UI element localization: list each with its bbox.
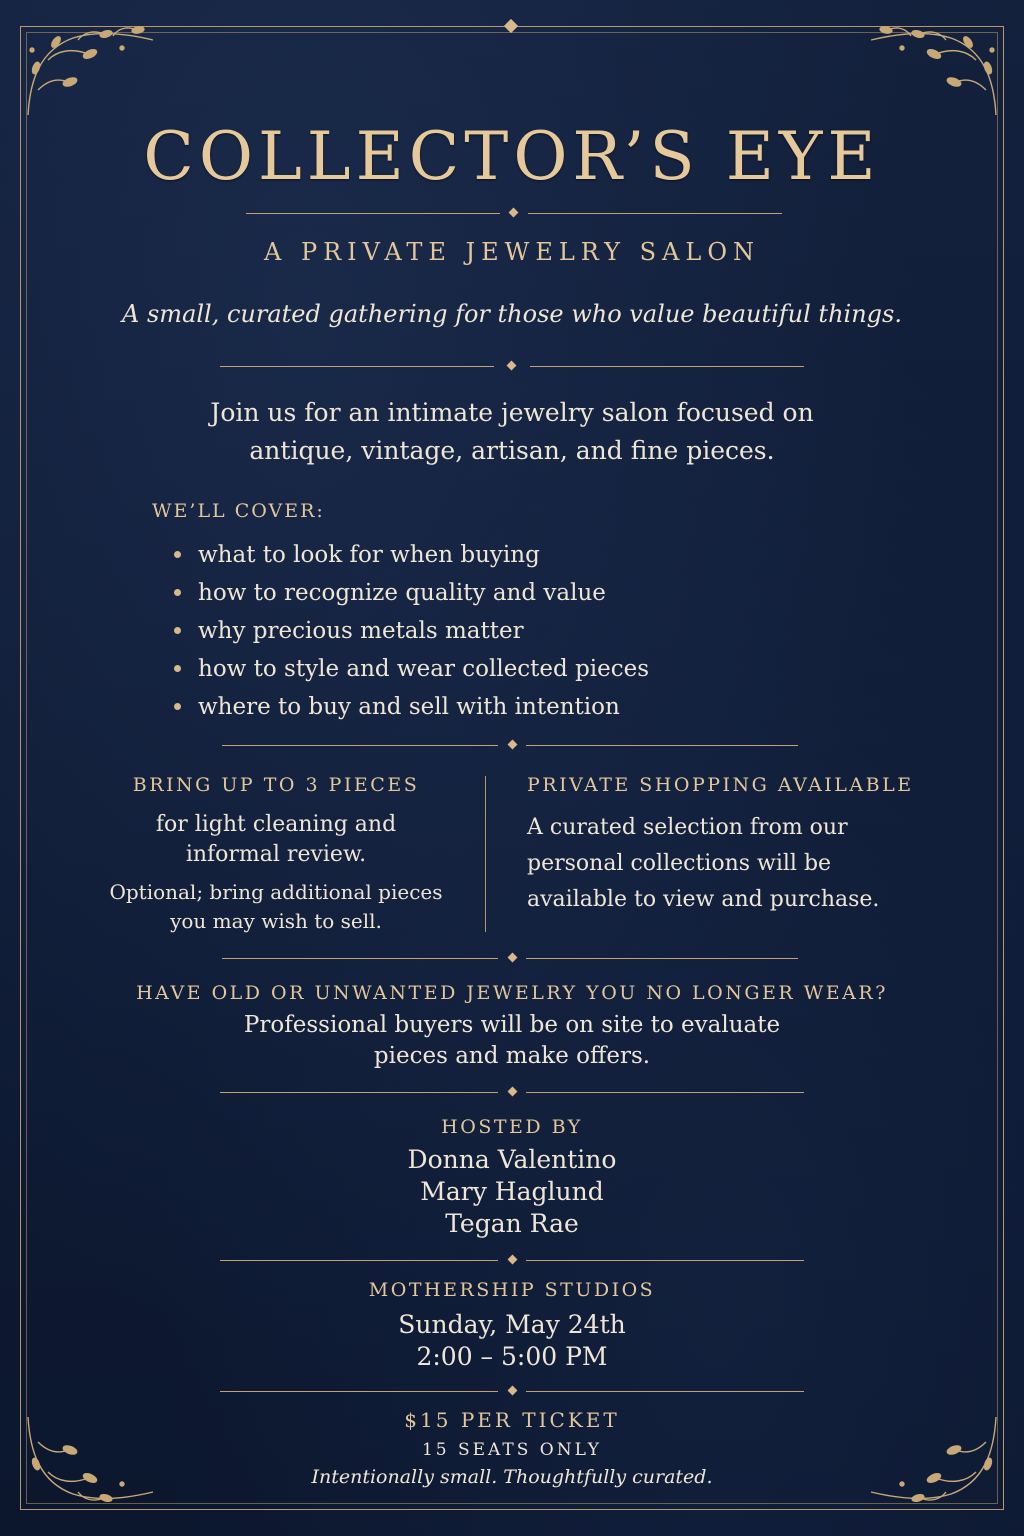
buyers-line: pieces and make offers. [373, 1043, 651, 1069]
host-name: Tegan Rae [445, 1209, 579, 1238]
section-divider [220, 1256, 804, 1266]
bullet-dot-icon [174, 551, 181, 558]
section-divider [220, 362, 804, 372]
floral-corner-icon [866, 20, 1006, 120]
bring-pieces-section [80, 774, 472, 936]
venue-name: MOTHERSHIP STUDIOS [368, 1279, 656, 1301]
bring-heading: BRING UP TO 3 PIECES [132, 774, 420, 796]
intro-line: Join us for an intimate jewelry salon focused on [210, 398, 814, 427]
hosts-section [0, 1116, 1024, 1240]
host-name: Mary Haglund [420, 1177, 604, 1206]
list-item: where to buy and sell with intention [172, 688, 649, 726]
seat-count: 15 SEATS ONLY [421, 1440, 603, 1460]
bring-line: for light cleaning and [155, 812, 397, 837]
bullet-dot-icon [174, 589, 181, 596]
column-divider [485, 776, 486, 932]
cover-heading: WE’LL COVER: [152, 500, 325, 522]
diamond-icon [509, 208, 519, 218]
floral-corner-icon [18, 20, 158, 120]
shopping-line: personal collections will be [527, 851, 832, 876]
section-divider [222, 741, 798, 751]
bring-note: Optional; bring additional pieces [109, 880, 443, 904]
ticket-price: $15 PER TICKET [404, 1408, 620, 1432]
intro-text [0, 394, 1024, 470]
title-divider [246, 209, 782, 219]
intro-line: antique, vintage, artisan, and fine pieces. [249, 436, 775, 465]
section-divider [220, 1088, 804, 1098]
bullet-dot-icon [174, 627, 181, 634]
buyers-heading: HAVE OLD OR UNWANTED JEWELRY YOU NO LONGER WEAR? [136, 982, 888, 1004]
hosts-heading: HOSTED BY [441, 1116, 583, 1138]
list-item: why precious metals matter [172, 612, 649, 650]
diamond-icon [508, 953, 518, 963]
diamond-icon [508, 740, 518, 750]
diamond-icon [508, 1087, 518, 1097]
tickets-section [0, 1408, 1024, 1488]
event-date: Sunday, May 24th [398, 1310, 626, 1339]
bullet-dot-icon [174, 703, 181, 710]
diamond-icon [508, 1255, 518, 1265]
host-name: Donna Valentino [407, 1145, 617, 1174]
diamond-icon [508, 1386, 518, 1396]
list-item: what to look for when buying [172, 536, 649, 574]
event-time: 2:00 – 5:00 PM [416, 1342, 608, 1371]
event-subtitle: A PRIVATE JEWELRY SALON [264, 238, 760, 266]
bullet-dot-icon [174, 665, 181, 672]
shopping-line: available to view and purchase. [527, 887, 880, 912]
private-shopping-section [527, 774, 947, 918]
section-divider [220, 1387, 804, 1397]
venue-section [0, 1279, 1024, 1373]
event-title: COLLECTOR’S EYE [143, 118, 881, 195]
list-item: how to style and wear collected pieces [172, 650, 649, 688]
cover-list [172, 536, 649, 726]
closing-line: Intentionally small. Thoughtfully curated. [311, 1466, 713, 1488]
diamond-icon [507, 361, 517, 371]
buyers-section [0, 982, 1024, 1072]
shopping-heading: PRIVATE SHOPPING AVAILABLE [527, 774, 914, 796]
section-divider [222, 954, 798, 964]
bring-note: you may wish to sell. [170, 909, 382, 933]
shopping-line: A curated selection from our [527, 815, 848, 840]
bring-line: informal review. [185, 842, 367, 867]
buyers-line: Professional buyers will be on site to evaluate [243, 1012, 781, 1038]
list-item: how to recognize quality and value [172, 574, 649, 612]
event-tagline: A small, curated gathering for those who value beautiful things. [122, 300, 902, 328]
